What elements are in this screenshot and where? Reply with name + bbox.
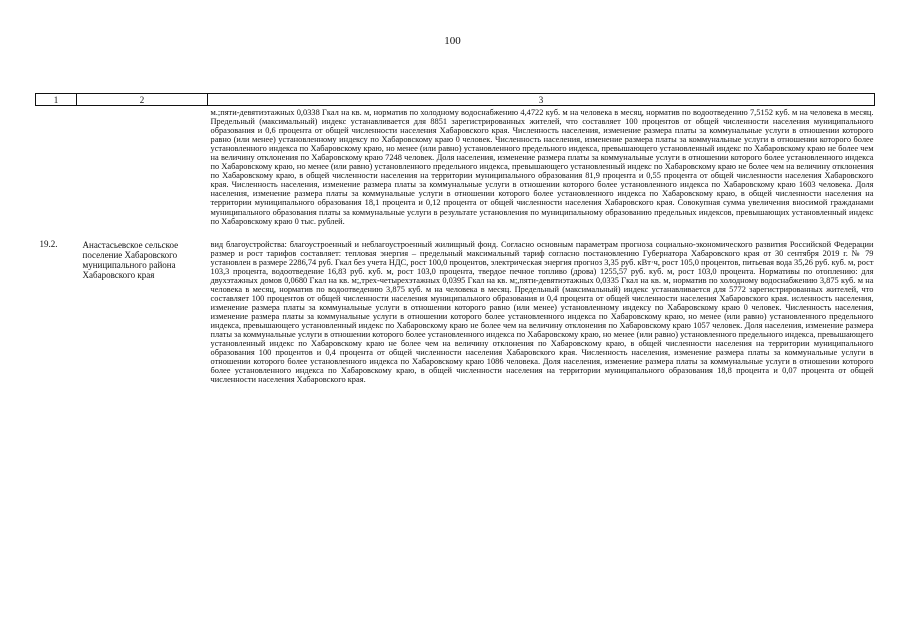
- column-header-description: 3: [208, 94, 875, 106]
- page-number: 100: [444, 35, 461, 47]
- table-header-row: [36, 94, 875, 106]
- row-name-cell: Анастасьевское сельское поселение Хабаровского муниципального района Хабаровского края: [82, 239, 179, 280]
- row-number-cell: 19.2.: [39, 238, 58, 249]
- table-row: [36, 106, 875, 226]
- column-header-name: 2: [77, 94, 208, 106]
- column-header-number: 1: [36, 94, 77, 106]
- row-description-cell: м.;пяти-девятиэтажных 0,0338 Гкал на кв. м, норматив по холодному водоснабжению 4,4722 куб. м на человека в месяц, норматив по водоотведению 7,5152 куб. м на человека в месяц. Предельный (максимальный) индекс устанавливается для 8851 зарегистрированных жителей, что составляет 100 процентов от общей численности населения муниципального образования и 0,6 процента от общей численности населения Хабаровского края. Численность населения, изменение размера платы за коммунальные услуги в отношении которого равно (или менее) установленному индексу по Хабаровскому краю 0 человек. Численность населения, изменение размера платы за коммунальные услуги в отношении которого более установленного индекса по Хабаровскому краю, но менее (или равно) установленного предельного индекса, превышающего установленный индекс по Хабаровскому краю не более чем на величину отклонения по Хабаровскому краю 7248 человек. Доля населения, изменение размера платы за коммунальные услуги в отношении которого более установленного индекса по Хабаровскому краю, но менее (или равно) установленного предельного индекса, превышающего установленный индекс по Хабаровскому краю не более чем на величину отклонения по Хабаровскому краю, в общей численности населения на территории муниципального образования 81,9 процента и 0,55 процента от общей численности населения Хабаровского края. Численность населения, изменение размера платы за коммунальные услуги в отношении которого более установленного индекса по Хабаровскому краю 1603 человека. Доля населения, изменение размера платы за коммунальные услуги в отношении которого более установленного индекса по Хабаровскому краю, в общей численности населения на территории муниципального образования 18,1 процента и 0,12 процента от общей численности населения Хабаровского края. Совокупная сумма увеличения вносимой гражданами муниципального образования платы за коммунальные услуги в результате установления по муниципальному образованию предельных индексов, превышающих установленный индекс по Хабаровскому краю 0 тыс. рублей.: [210, 108, 874, 226]
- row-description-cell: вид благоустройства: благоустроенный и неблагоустроенный жилищный фонд. Согласно основным параметрам прогноза социально-экономического развития Российской Федерации размер и рост тарифов составляет: тепловая энергия – предельный максимальный тариф согласно постановлению Губернатора Хабаровского края от 30 сентября 2019 г. № 79 установлен в размере 2286,74 руб. Гкал без учета НДС, рост 100,0 процентов, электрическая энергия прогноз 3,35 руб. кВт·ч, рост 105,0 процентов, питьевая вода 35,26 руб. куб. м, рост 103,3 процента, водоотведение 16,83 руб. куб. м, рост 103,0 процента, твердое печное топливо (дрова) 1255,57 руб. куб. м, рост 103,0 процента. Нормативы по отоплению: для двухэтажных домов 0,0680 Гкал на кв. м;,трех-четырехэтажных 0,0395 Гкал на кв. м;,пяти-девятиэтажных 0,0335 Гкал на кв. м, норматив по холодному водоснабжению 3,875 куб. м на человека в месяц, норматив по водоотведению 3,875 куб. м на человека в месяц. Предельный (максимальный) индекс устанавливается для 5772 зарегистрированных жителей, что составляет 100 процентов от общей численности населения муниципального образования и 0,4 процента от общей численности населения Хабаровского края. исленность населения, изменение размера платы за коммунальные услуги в отношении которого равно (или менее) установленному индексу по Хабаровскому краю 0 человек. Численность населения, изменение размера платы за коммунальные услуги в отношении которого более установленного индекса по Хабаровскому краю, но менее (или равно) установленного предельного индекса, превышающего установленный индекс по Хабаровскому краю не более чем на величину отклонения по Хабаровскому краю 1057 человек. Доля населения, изменение размера платы за коммунальные услуги в отношении которого более установленного индекса по Хабаровскому краю, но менее (или равно) установленного предельного индекса, превышающего установленный индекс по Хабаровскому краю не более чем на величину отклонения по Хабаровскому краю, в общей численности населения на территории муниципального образования 100 процентов и 0,4 процента от общей численности населения Хабаровского края. Численность населения, изменение размера платы за коммунальные услуги в отношении которого более установленного индекса по Хабаровскому краю 1086 человека. Доля населения, изменение размера платы за коммунальные услуги в отношении которого более установленного индекса по Хабаровскому краю, в общей численности населения на территории муниципального образования 18,8 процента и 0,07 процента от общей численности населения Хабаровского края.: [210, 239, 874, 385]
- row-number-cell: [36, 106, 77, 226]
- data-table: [35, 93, 875, 384]
- row-name-cell: [77, 106, 208, 226]
- table-row: [36, 226, 875, 385]
